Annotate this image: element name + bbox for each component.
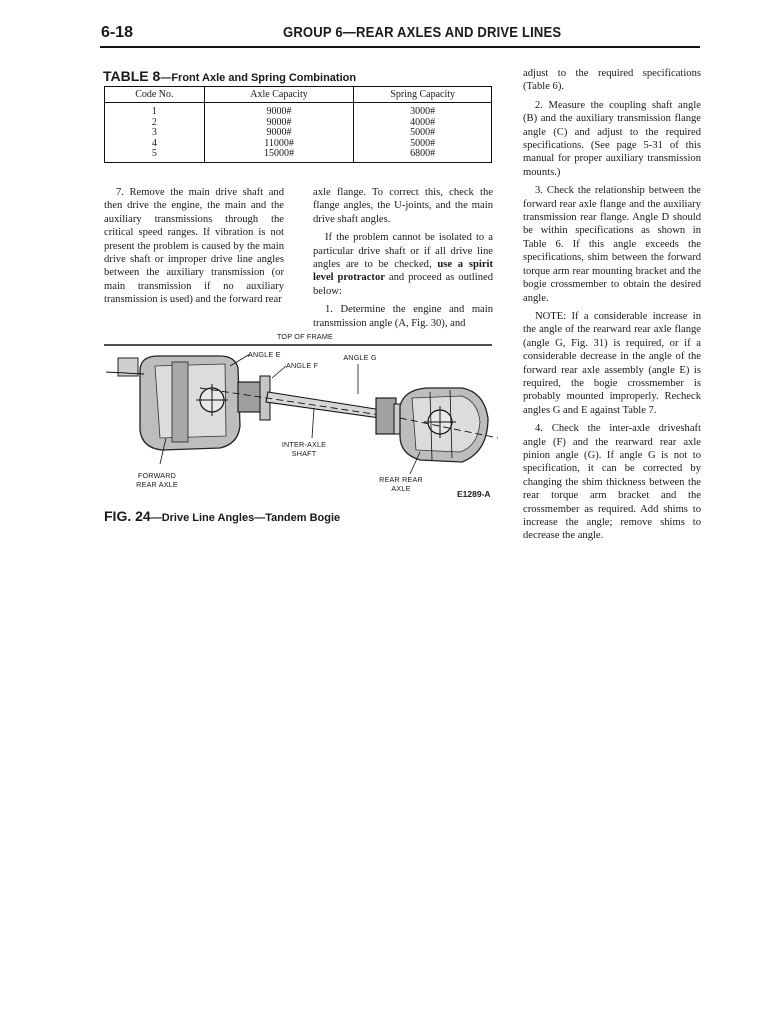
paragraph-continued: axle flange. To correct this, check the flange angles, the U-joints, and the main drive shaft angles. — [313, 187, 493, 225]
table-cell: 9000# — [204, 128, 354, 139]
label-line: REAR AXLE — [136, 480, 178, 489]
text-column-1 — [104, 186, 284, 312]
table-cell: 5 — [105, 149, 205, 162]
table-cell: 6800# — [354, 149, 492, 162]
step-number: 4. — [535, 423, 543, 435]
text-column-2 — [313, 186, 493, 335]
table-title-prefix: TABLE 8 — [103, 68, 161, 84]
paragraph-step-7 — [104, 186, 284, 307]
label-rear-rear-axle — [372, 475, 430, 493]
text-run: and proceed as outlined below: — [313, 272, 493, 297]
figure-24 — [100, 326, 500, 526]
step-number: 3. — [535, 185, 543, 197]
table-cell: 2 — [105, 118, 205, 129]
label-angle-e: ANGLE E — [248, 350, 281, 359]
paragraph-step-4 — [523, 422, 701, 543]
emphasis-text: use a spirit level protractor — [313, 259, 493, 284]
group-title: GROUP 6—REAR AXLES AND DRIVE LINES — [283, 25, 562, 41]
text-run: If the problem cannot be isolated to a particular drive shaft or if all drive line angles are to be checked, — [313, 232, 493, 271]
table-cell: 5000# — [354, 128, 492, 139]
step-text: Remove the main drive shaft and then drive the engine, the main and the auxiliary transmissions through the critical speed ranges. If vibration is not present the problem is caused by the main drive shaft or improper drive line angles between the auxiliary transmission (or main transmission if no auxiliary transmission is used) and the forward rear — [104, 187, 284, 306]
table-cell: 5000# — [354, 139, 492, 150]
label-line: FORWARD — [137, 471, 177, 480]
table-title-suffix: —Front Axle and Spring Combination — [160, 72, 357, 84]
step-text: Determine the engine and main transmission angle (A, Fig. 30), and — [313, 304, 493, 329]
label-line: SHAFT — [291, 449, 317, 458]
caption-suffix: —Drive Line Angles—Tandem Bogie — [150, 512, 341, 524]
table-cell: 4000# — [354, 118, 492, 129]
step-text: Check the inter-axle driveshaft angle (F) and the rearward rear axle pinion angle (G). If angle G is not to specification, it can be corrected by changing the shim thickness between the rear torque arm bracket and the crossmember as required. Add shims to increase the angle; remove shims to decrease the angle. — [523, 423, 701, 542]
table-cell: 15000# — [204, 149, 354, 162]
table-cell: 11000# — [204, 139, 354, 150]
label-line: REAR REAR — [379, 475, 423, 484]
figure-code: E1289-A — [457, 489, 491, 499]
table-title — [103, 68, 356, 86]
label-angle-g: ANGLE G — [343, 353, 377, 362]
label-angle-f: ANGLE F — [286, 361, 319, 370]
spec-table — [104, 86, 492, 163]
paragraph-isolate — [313, 231, 493, 298]
table-cell: 4 — [105, 139, 205, 150]
table-cell: 9000# — [204, 103, 354, 118]
table-header-axle: Axle Capacity — [204, 87, 354, 103]
label-forward-rear-axle — [132, 471, 182, 489]
table-header-spring: Spring Capacity — [354, 87, 492, 103]
paragraph-step-2 — [523, 99, 701, 179]
table-header-code: Code No. — [105, 87, 205, 103]
step-text: Measure the coupling shaft angle (B) and the auxiliary transmission flange angle (C) and adjust to the required specifications. (See page 5-31 of this manual for proper auxiliary transmission mounts.) — [523, 99, 701, 178]
page-number: 6-18 — [101, 24, 134, 41]
figure-caption — [104, 508, 340, 526]
table-cell: 3000# — [354, 103, 492, 118]
paragraph-continued: adjust to the required specifications (Table 6). — [523, 68, 701, 93]
step-number: 7. — [116, 187, 124, 198]
table-cell: 9000# — [204, 118, 354, 129]
step-number: 1. — [325, 304, 333, 316]
step-number: 2. — [535, 99, 543, 111]
table-row — [105, 103, 492, 118]
paragraph-note: NOTE: If a considerable increase in the angle of the rearward rear axle flange (angle G, Fig. 31) is required, or if a considerable decrease in the angle of the forward rear axle assembly (angle E) is required, the bogie crossmember is probably mounted improperly. Recheck angles G and E against Table 7. — [523, 310, 701, 416]
caption-prefix: FIG. 24 — [104, 508, 151, 524]
label-line: INTER-AXLE — [281, 440, 327, 449]
paragraph-step-3 — [523, 184, 701, 305]
table-cell: 3 — [105, 128, 205, 139]
header-rule — [100, 46, 700, 48]
table-cell: 1 — [105, 103, 205, 118]
step-text: Check the relationship between the forward rear axle flange and the auxiliary transmission rear flange. Angle D should be within specifications as shown in Table 6. If this angle exceeds the specifications, shim between the forward torque arm rear mounting bracket and the bogie crossmember to obtain the desired angle. — [523, 185, 701, 304]
text-column-3 — [523, 67, 701, 548]
label-line: AXLE — [391, 484, 411, 493]
label-inter-axle-shaft — [274, 440, 334, 458]
table-row — [105, 149, 492, 162]
label-top-of-frame: TOP OF FRAME — [276, 332, 334, 341]
inter-axle-shaft — [266, 392, 382, 418]
